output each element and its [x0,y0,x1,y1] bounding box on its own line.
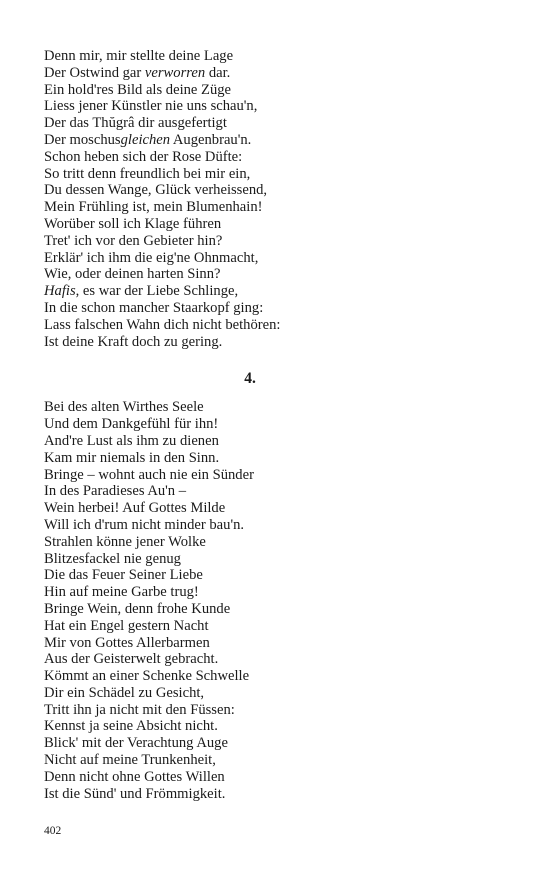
poem-line [44,685,514,702]
line-text: Ist deine Kraft doch zu gering. [44,333,223,350]
poem-line [44,166,514,183]
line-text: , es war der Liebe Schlinge, [75,283,239,300]
line-text: Und dem Dankgefühl für ihn! [44,416,219,433]
poem-line [44,567,514,584]
line-text: Dir ein Schädel zu Gesicht, [44,684,205,701]
line-text: In die schon mancher Staarkopf ging: [44,299,264,316]
poem-line [44,500,514,517]
line-text: Kennst ja seine Absicht nicht. [44,718,218,735]
line-text: Blick' mit der Verachtung Auge [44,735,228,752]
poem-line [44,618,514,635]
poem-line [44,115,514,132]
poem-line [44,132,514,149]
line-text: Bringe Wein, denn frohe Kunde [44,600,231,617]
poem-line [44,735,514,752]
poem-line [44,450,514,467]
line-text: Blitzesfackel nie genug [44,550,181,567]
line-text: Erklär' ich ihm die eig'ne Ohnmacht, [44,249,259,266]
poem-line [44,483,514,500]
poem-line [44,769,514,786]
poem-line [44,651,514,668]
poem-line [44,752,514,769]
poem-line [44,584,514,601]
line-text: Aus der Geisterwelt gebracht. [44,651,219,668]
poem-line [44,250,514,267]
line-text: Tritt ihn ja nicht mit den Füssen: [44,701,235,718]
poem-line [44,283,514,300]
line-text: So tritt denn freundlich bei mir ein, [44,165,251,182]
poem-line [44,199,514,216]
line-text: Die das Feuer Seiner Liebe [44,567,203,584]
line-text: Du dessen Wange, Glück verheissend, [44,182,268,199]
poem-line [44,334,514,351]
line-text: Liess jener Künstler nie uns schau'n, [44,98,258,115]
poem-line [44,216,514,233]
poem-line [44,98,514,115]
line-text: Der Ostwind gar [44,64,145,81]
poem-line [44,233,514,250]
poem-line [44,534,514,551]
line-text: Ist die Sünd' und Frömmigkeit. [44,785,226,802]
poem-line [44,702,514,719]
poem-line [44,399,514,416]
line-text: Lass falschen Wahn dich nicht bethören: [44,316,281,333]
line-text: Bringe – wohnt auch nie ein Sünder [44,466,254,483]
page-number: 402 [44,825,62,837]
poem-line [44,718,514,735]
line-text: Der moschus [44,131,121,148]
line-text: Hin auf meine Garbe trug! [44,584,199,601]
line-text: Tret' ich vor den Gebieter hin? [44,232,223,249]
italic-text: gleichen [120,131,171,148]
page-body [44,48,514,802]
line-text: Mein Frühling ist, mein Blumenhain! [44,199,263,216]
line-text: dar. [205,64,231,81]
line-text: Mir von Gottes Allerbarmen [44,634,210,651]
line-text: Denn mir, mir stellte deine Lage [44,48,234,64]
poem-line [44,266,514,283]
poem-line [44,668,514,685]
poem-line [44,48,514,65]
line-text: Hat ein Engel gestern Nacht [44,617,209,634]
line-text: Strahlen könne jener Wolke [44,533,206,550]
poem-line [44,416,514,433]
poem-line [44,635,514,652]
poem-line [44,149,514,166]
line-text: In des Paradieses Au'n – [44,483,187,500]
poem-line [44,467,514,484]
line-text: Wie, oder deinen harten Sinn? [44,266,221,283]
poem-line [44,182,514,199]
poem-line [44,601,514,618]
poem-line [44,517,514,534]
line-text: Wein herbei! Auf Gottes Milde [44,500,226,517]
poem-line [44,317,514,334]
poem-line [44,786,514,803]
poem-line [44,65,514,82]
line-text: Kömmt an einer Schenke Schwelle [44,668,250,685]
poem-line [44,551,514,568]
poem-stanza-4 [44,399,514,802]
line-text: Will ich d'rum nicht minder bau'n. [44,516,245,533]
line-text: Denn nicht ohne Gottes Willen [44,768,225,785]
line-text: Nicht auf meine Trunkenheit, [44,752,216,769]
line-text: Worüber soll ich Klage führen [44,215,222,232]
line-text: And're Lust als ihm zu dienen [44,432,219,449]
poem-line [44,300,514,317]
line-text: Bei des alten Wirthes Seele [44,399,204,416]
line-text: Augenbrau'n. [170,131,252,148]
poem-stanza-continued [44,48,514,350]
line-text: Schon heben sich der Rose Düfte: [44,148,243,165]
italic-text: Hafis [44,283,76,300]
line-text: Ein hold'res Bild als deine Züge [44,81,232,98]
poem-line [44,82,514,99]
italic-text: verworren [144,64,206,81]
poem-line [44,433,514,450]
line-text: Kam mir niemals in den Sinn. [44,449,220,466]
line-text: Der das Thŭgrâ dir ausgefertigt [44,115,227,132]
section-number: 4. [244,370,256,388]
